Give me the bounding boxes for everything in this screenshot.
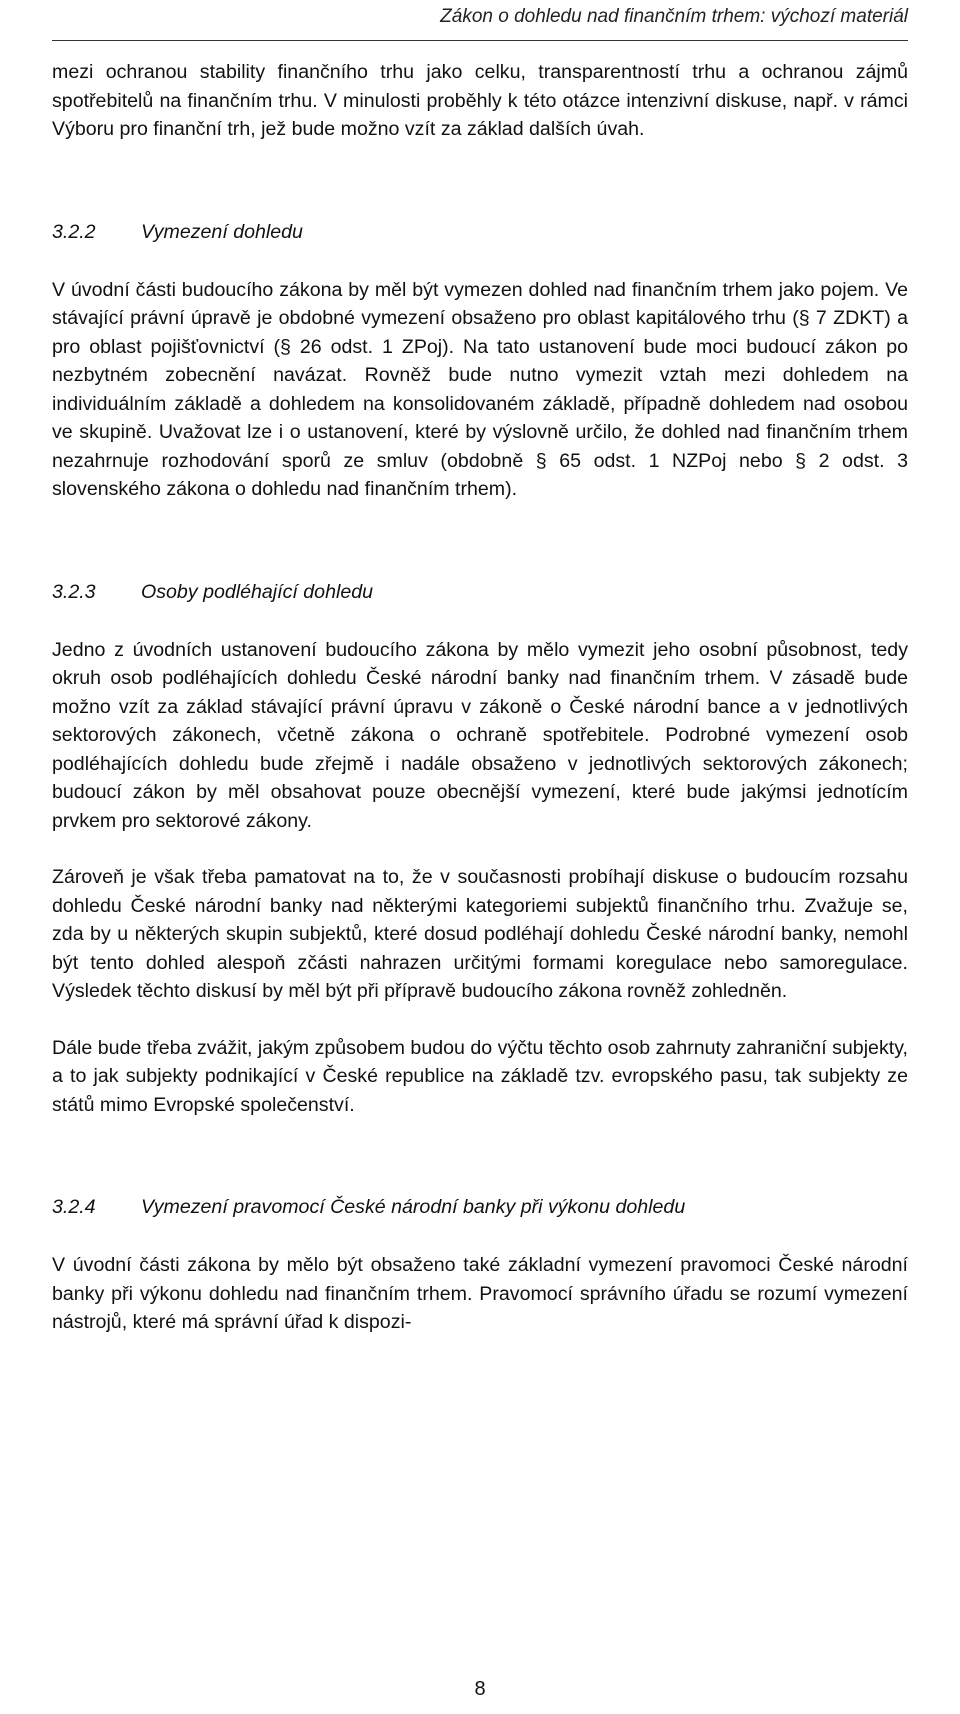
section-heading-3-2-4 [52, 1193, 908, 1221]
running-header: Zákon o dohledu nad finančním trhem: výchozí materiál [440, 6, 908, 27]
section-title: Vymezení dohledu [141, 220, 303, 243]
section-number: 3.2.3 [52, 580, 96, 603]
section-number: 3.2.2 [52, 220, 96, 243]
paragraph: V úvodní části budoucího zákona by měl být vymezen dohled nad finančním trhem jako pojem. Ve stávající právní úpravě je obdobné vymezení obsaženo pro oblast kapitálového trhu (§ 7 ZDKT) a pro oblast pojišťovnictví (§ 26 odst. 1 ZPoj). Na tato ustanovení bude moci budoucí zákon po nezbytném zobecnění navázat. Rovněž bude nutno vymezit vztah mezi dohledem na individuálním základě a dohledem na konsolidovaném základě, případně dohledem nad osobou ve skupině. Uvažovat lze i o ustanovení, které by výslovně určilo, že dohled nad finančním trhem nezahrnuje rozhodování sporů ze smluv (obdobně § 65 odst. 1 NZPoj nebo § 2 odst. 3 slovenského zákona o dohledu nad finančním trhem). [52, 278, 908, 500]
document-body [52, 58, 908, 1337]
page-number: 8 [474, 1678, 486, 1700]
intro-paragraph: mezi ochranou stability finančního trhu jako celku, transparentností trhu a ochranou zájmů spotřebitelů na finančním trhu. V minulosti proběhly k této otázce intenzivní diskuse, např. v rámci Výboru pro finanční trh, jež bude možno vzít za základ dalších úvah. [52, 61, 908, 140]
paragraph: Jedno z úvodních ustanovení budoucího zákona by mělo vymezit jeho osobní působnost, tedy okruh osob podléhajících dohledu České národní banky nad finančním trhem. V zásadě bude možno vzít za základ stávající právní úpravu v zákoně o České národní bance a v jednotlivých sektorových zákonech, včetně zákona o ochraně spotřebitele. Podrobné vymezení osob podléhajících dohledu bude zřejmě i nadále obsaženo v jednotlivých sektorových zákonech; budoucí zákon by měl obsahovat pouze obecnější vymezení, které bude jakýmsi jednotícím prvkem pro sektorové zákony. [52, 638, 908, 832]
header-divider [52, 40, 908, 41]
section-title: Vymezení pravomocí České národní banky při výkonu dohledu [141, 1196, 686, 1218]
section-heading-3-2-2 [52, 218, 908, 246]
section-heading-3-2-3 [52, 578, 908, 606]
section-title: Osoby podléhající dohledu [141, 580, 374, 603]
paragraph: Zároveň je však třeba pamatovat na to, že v současnosti probíhají diskuse o budoucím rozsahu dohledu České národní banky nad některými kategoriemi subjektů finančního trhu. Zvažuje se, zda by u některých skupin subjektů, které dosud podléhají dohledu České národní banky, nemohl být tento dohled alespoň zčásti nahrazen určitými formami koregulace nebo samoregulace. Výsledek těchto diskusí by měl být při přípravě budoucího zákona rovněž zohledněn. [52, 866, 908, 1002]
section-number: 3.2.4 [52, 1196, 96, 1218]
paragraph: V úvodní části zákona by mělo být obsaženo také základní vymezení pravomoci České národní banky při výkonu dohledu nad finančním trhem. Pravomocí správního úřadu se rozumí vymezení nástrojů, které má správní úřad k dispozi- [52, 1254, 908, 1333]
paragraph: Dále bude třeba zvážit, jakým způsobem budou do výčtu těchto osob zahrnuty zahraniční subjekty, a to jak subjekty podnikající v České republice na základě tzv. evropského pasu, tak subjekty ze států mimo Evropské společenství. [52, 1036, 908, 1116]
